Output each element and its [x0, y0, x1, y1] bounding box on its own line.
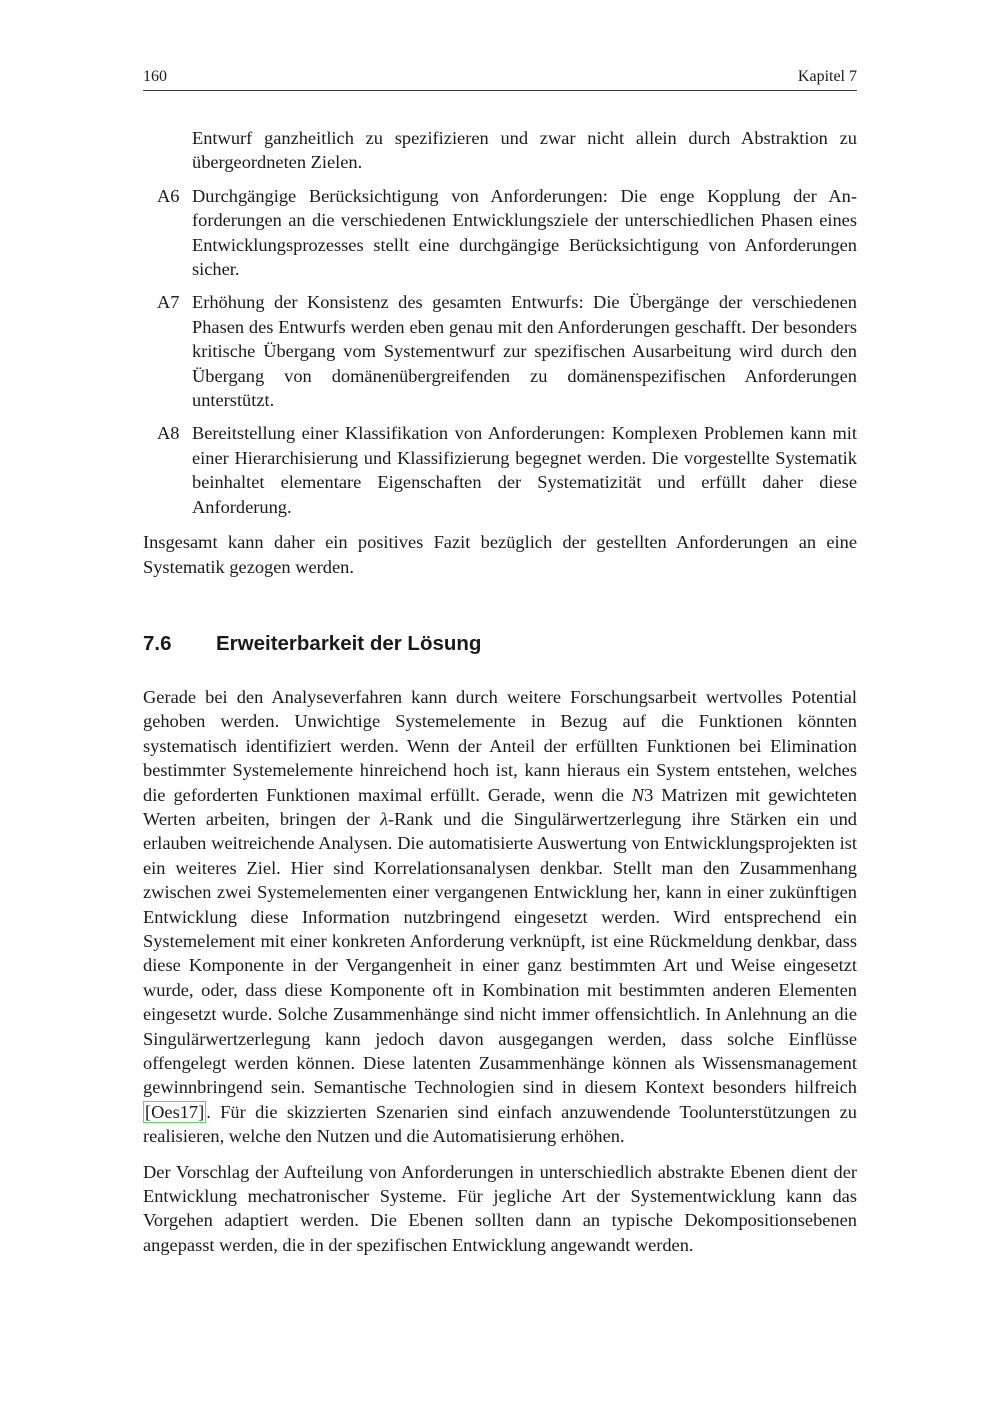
page-number: 160: [143, 68, 167, 85]
summary-paragraph: Insgesamt kann daher ein positives Fazit bezüglich der gestellten Anforderungen an eine Systematik gezogen werden.: [143, 532, 857, 577]
page-header: [143, 66, 857, 91]
paragraph-text: 3 Matrizen mit gewichteten Werten arbeiten, bringen der: [143, 784, 857, 829]
list-item-a6: [143, 184, 857, 282]
citation-link[interactable]: [Oes17]: [145, 1101, 205, 1122]
paragraph-text: Gerade bei den Analyseverfahren kann durch weitere Forschungsarbeit wertvolles Potential gehoben werden. Unwichtige Systemelemente in Bezug auf die Funktionen könnten systematisch identifiziert werden. Wenn der Anteil der erfüllten Funktionen bei Elimination bestimmter Systemelemente hinreichend hoch ist, kann hieraus ein System entstehen, welches die geforderten Funktionen maximal erfüllt. Gerade, wenn die: [143, 686, 857, 805]
list-item-continuation: [143, 126, 857, 175]
chapter-label: Kapitel 7: [797, 68, 857, 85]
continuation-text: Entwurf ganzheitlich zu spezifizieren und zwar nicht allein durch Abstraktion zu übergeordneten Zielen.: [192, 128, 857, 173]
section-number: 7.6: [143, 631, 172, 655]
body-paragraph-2: Der Vorschlag der Aufteilung von Anforderungen in unterschiedlich abstrakte Ebenen dient der Entwicklung mechatronischer Systeme. Für jegliche Art der Systementwicklung kann das Vorgehen adaptiert werden. Die Ebenen sollten dann an typische Dekompositionsebenen angepasst werden, die in der spezifischen Entwicklung angewandt werden.: [143, 1161, 857, 1255]
math-symbol-lambda: λ: [380, 808, 389, 829]
list-item-text: Erhöhung der Konsistenz des gesamten Entwurfs: Die Übergänge der verschiedenen Phasen des Entwurfs werden eben genau mit den Anforderungen geschafft. Der besonders kritische Übergang vom Systementwurf zur spezifischen Ausarbeitung wird durch den Übergang von domänenübergreifenden zu domänenspezifischen Anforderungen unterstützt.: [192, 292, 857, 411]
list-item-a7: [143, 290, 857, 412]
math-symbol-n: N: [631, 784, 645, 805]
list-item-label: A6: [157, 185, 180, 206]
body-paragraph-1: [143, 685, 857, 1149]
section-title: Erweiterbarkeit der Lösung: [216, 631, 482, 655]
section-heading: [143, 631, 857, 657]
list-item-a8: [143, 421, 857, 519]
list-item-text: Bereitstellung einer Klassifikation von Anforderungen: Komplexen Problemen kann mit einer Hierarchisierung und Klassifizierung begegnet werden. Die vorgestellte Systematik beinhaltet elementare Eigenschaften der Systematizität und erfüllt daher diese Anforderung.: [192, 423, 857, 517]
paragraph-text: . Für die skizzierten Szenarien sind einfach anzuwendende Toolunterstützungen zu realisieren, welche den Nutzen und die Automatisierung erhöhen.: [143, 1101, 857, 1147]
list-item-label: A8: [157, 423, 180, 444]
list-item-text: Durchgängige Berücksichtigung von Anforderungen: Die enge Kopplung der Anforderungen an die verschiedenen Entwicklungsziele der unterschiedlichen Phasen eines Entwicklungsprozesses stellt eine durchgängige Berücksichtigung von Anforderungen sicher.: [192, 185, 857, 280]
page-content: [143, 126, 857, 1257]
paragraph-text: -Rank und die Singulärwertzerlegung ihre Stärken ein und erlauben weitreichende Analysen. Die automatisierte Auswertung von Entwicklungsprojekten ist ein weiteres Ziel. Hier sind Korrelationsanalysen denkbar. Stellt man den Zusammenhang zwischen zwei Systemelementen einer vergangenen Entwicklung her, kann in einer zukünftigen Entwicklung diese Information nutzbringend eingesetzt werden. Wird entsprechend ein Systemelement mit einer konkreten Anforderung verknüpft, ist eine Rückmeldung denkbar, dass diese Komponente in der Vergangenheit in einer ganz bestimmten Art und Weise eingesetzt wurde, oder, dass diese Komponente oft in Kombination mit bestimmten anderen Elementen eingesetzt wurde. Solche Zusammenhänge sind nicht immer offensichtlich. In Anlehnung an die Singulärwertzerlegung kann jedoch davon ausgegangen werden, dass solche Einflüsse offengelegt werden können. Diese latenten Zusammenhänge können als Wissensmanagement gewinnbringend sein. Semantische Technologien sind in diesem Kontext besonders hilfreich: [143, 808, 857, 1098]
list-item-label: A7: [157, 292, 180, 313]
